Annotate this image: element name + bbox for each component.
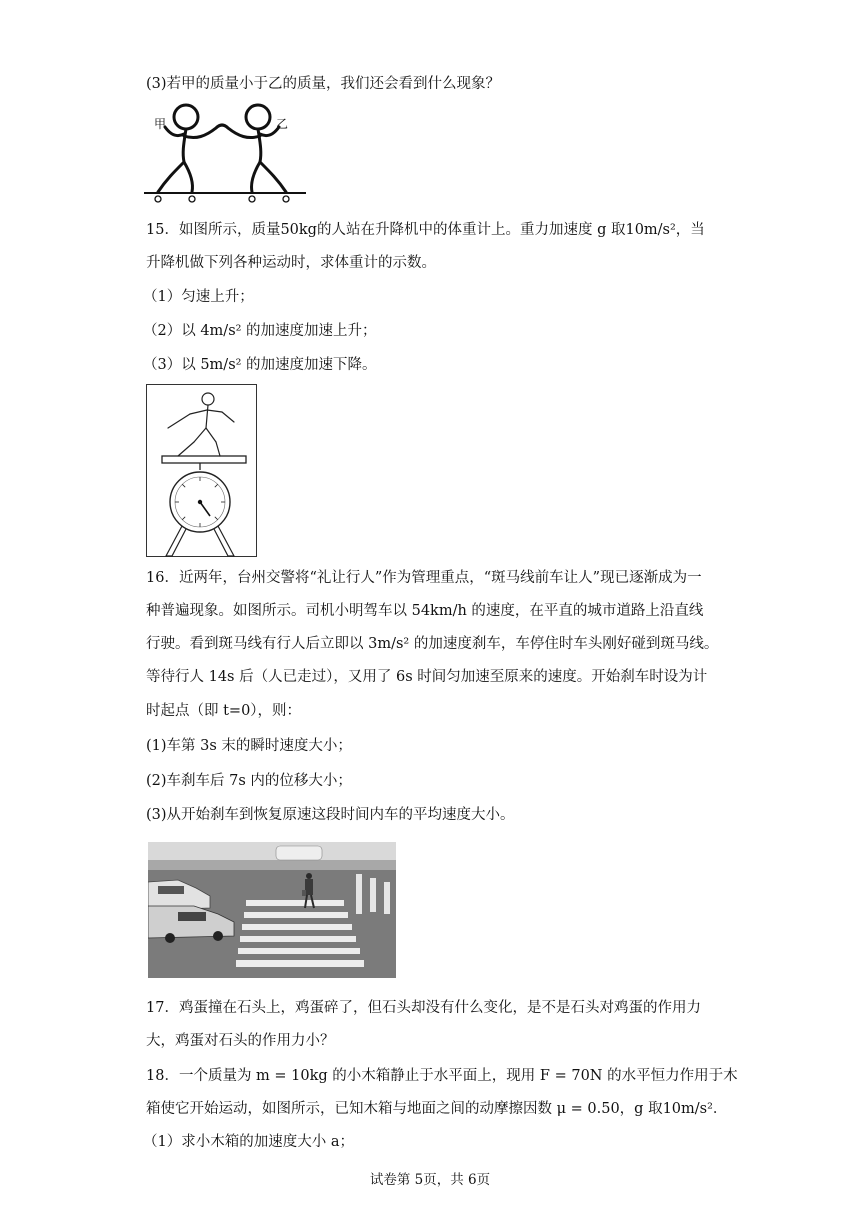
figure-label-jia: 甲 [154,117,167,131]
elevator-scale-figure [146,384,258,558]
q16-line4: 等待行人 14s 后（人已走过），又用了 6s 时间匀加速至原来的速度。开始刹车时设为计 [146,669,708,685]
q18-sub1: （1）求小木箱的加速度大小 a； [143,1134,354,1150]
q15-sub1: （1）匀速上升； [143,289,254,305]
q17-line1: 17．鸡蛋撞在石头上，鸡蛋碎了，但石头却没有什么变化，是不是石头对鸡蛋的作用力 [146,1000,701,1016]
q16-line3: 行驶。看到斑马线有行人后立即以 3m/s² 的加速度刹车，车停住时车头刚好碰到斑马线。 [146,636,719,652]
q16-line2: 种普遍现象。如图所示。司机小明驾车以 54km/h 的速度，在平直的城市道路上沿直线 [146,603,704,619]
q15-line1: 15．如图所示，质量50kg的人站在升降机中的体重计上。重力加速度 g 取10m/s²，当 [146,222,705,238]
tug-of-war-figure [140,100,310,206]
q15-line2: 升降机做下列各种运动时，求体重计的示数。 [146,255,436,271]
q16-sub1: (1)车第 3s 末的瞬时速度大小； [146,738,352,754]
q16-line1: 16．近两年，台州交警将“礼让行人”作为管理重点，“斑马线前车让人”现已逐渐成为一 [146,570,702,586]
q15-sub2: （2）以 4m/s² 的加速度加速上升； [143,323,377,339]
q16-line5: 时起点（即 t=0），则： [146,703,302,719]
q18-line1: 18．一个质量为 m = 10kg 的小木箱静止于水平面上，现用 F = 70N 的水平恒力作用于木 [146,1068,738,1084]
q15-sub3: （3）以 5m/s² 的加速度加速下降。 [143,357,377,373]
crosswalk-photo [148,842,396,978]
q17-line2: 大，鸡蛋对石头的作用力小？ [146,1033,335,1049]
q14-sub3: (3)若甲的质量小于乙的质量，我们还会看到什么现象？ [146,76,501,92]
q18-line2: 箱使它开始运动，如图所示，已知木箱与地面之间的动摩擦因数 μ = 0.50，g 取10m/s²． [146,1101,728,1117]
page-footer: 试卷第 5页，共 6页 [369,1172,491,1188]
q16-sub2: (2)车刹车后 7s 内的位移大小； [146,773,352,789]
figure-label-yi: 乙 [276,117,289,131]
q16-sub3: (3)从开始刹车到恢复原速这段时间内车的平均速度大小。 [146,807,515,823]
